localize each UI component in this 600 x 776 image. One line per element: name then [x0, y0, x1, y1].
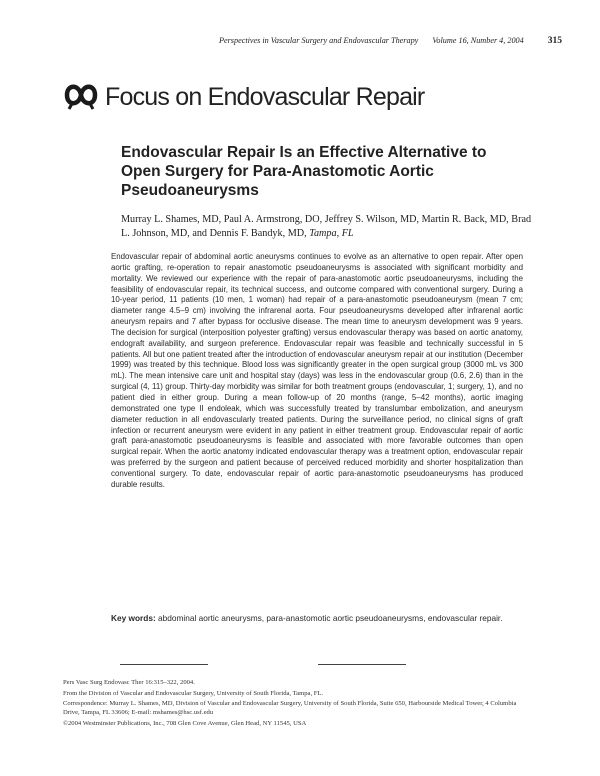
copyright: ©2004 Westminster Publications, Inc., 708 Glen Cove Avenue, Glen Head, NY 11545, USA	[63, 719, 307, 727]
abstract: Endovascular repair of abdominal aortic aneurysms continues to evolve as an alternative to open repair. After open aortic grafting, re-operation to repair anastomotic pseudoaneurysms is associated with significant morbidity and mortality. We reviewed our experience with the repair of para-anastomotic aortic pseudoaneurysms, including the feasibility of endovascular repair, its technical success, and outcome compared with conventional surgery. During a 10-year period, 11 patients (10 men, 1 woman) had repair of a para-anastomotic pseudoaneurysm (mean 7 cm; diameter range 4.5–9 cm) involving the infrarenal aorta. Four pseudoaneurysms developed after infrarenal aortic aneurysm repairs and 7 after bypass for occlusive disease. The mean time to aneurysm development was 9 years. The decision for surgical (interposition polyester grafting) versus endovascular therapy was based on aortic anatomy, endograft availability, and surgeon preference. Endovascular repair was feasible and technically successful in 5 patients. All but one patient treated after the introduction of endovascular aneurysm repair at our institution (December 1999) was treated by this technique. Blood loss was significantly greater in the open surgical group (3000 mL vs 300 mL). The mean intensive care unit and hospital stay (days) was less in the endovascular group (0.6, 2.6) than in the surgical (4, 11) group. Thirty-day morbidity was similar for both treatment groups (endovascular, 1; surgery, 1), and no patient died in either group. During a mean follow-up of 20 months (range, 5–42 months), aortic imaging demonstrated one type II endoleak, which was successfully treated by translumbar embolization, and aneurysm diameter reduction in all endovascularly treated patients. During the surveillance period, no clinical signs of graft infection or recurrent aneurysm were evident in any patient in either treatment group. Endovascular repair of aortic graft para-anastomotic pseudoaneurysms is feasible and associated with more favorable outcomes than open surgical repair. When the aortic anatomy indicated endovascular therapy was a treatment option, endovascular repair was preferred by the surgeon and patient because of perceived reduced morbidity and shorter hospitalization than conventional surgery. To date, endovascular repair of aortic para-anastomotic pseudoaneurysms has produced durable results.	[111, 252, 523, 489]
author-list	[121, 213, 541, 241]
running-header	[150, 36, 562, 46]
keywords-label: Key words:	[111, 613, 156, 623]
issue-info: Volume 16, Number 4, 2004	[432, 36, 524, 45]
section-banner	[63, 80, 424, 115]
author-location: Tampa, FL	[309, 228, 354, 239]
journal-name: Perspectives in Vascular Surgery and Endovascular Therapy	[218, 36, 419, 45]
section-title: Focus on Endovascular Repair	[105, 83, 425, 111]
affiliation: From the Division of Vascular and Endovascular Surgery, University of South Florida, Tampa, FL.	[63, 689, 324, 697]
footer-notes	[63, 678, 533, 729]
ribbon-logo-icon	[63, 80, 99, 115]
keywords-list: abdominal aortic aneurysms, para-anastomotic aortic pseudoaneurysms, endovascular repair.	[158, 613, 503, 623]
page-number: 315	[547, 36, 562, 46]
footer-rule-right	[318, 664, 406, 665]
correspondence: Correspondence: Murray L. Shames, MD, Division of Vascular and Endovascular Surgery, University of South Florida, Suite 650, Harbourside Medical Tower, 4 Columbia Drive, Tampa, FL 33606; E-mail: mshames@hsc.usf.edu	[63, 700, 517, 716]
keywords	[111, 613, 523, 624]
article-title: Endovascular Repair Is an Effective Alternative to Open Surgery for Para-Anastomotic Aortic Pseudoaneurysms	[121, 144, 487, 199]
footer-rule-left	[120, 664, 208, 665]
authors: Murray L. Shames, MD, Paul A. Armstrong, DO, Jeffrey S. Wilson, MD, Martin R. Back, MD, Brad L. Johnson, MD, and Dennis F. Bandyk, MD,	[121, 214, 532, 239]
citation: Pers Vasc Surg Endovasc Ther 16:315–322, 2004.	[63, 679, 195, 686]
